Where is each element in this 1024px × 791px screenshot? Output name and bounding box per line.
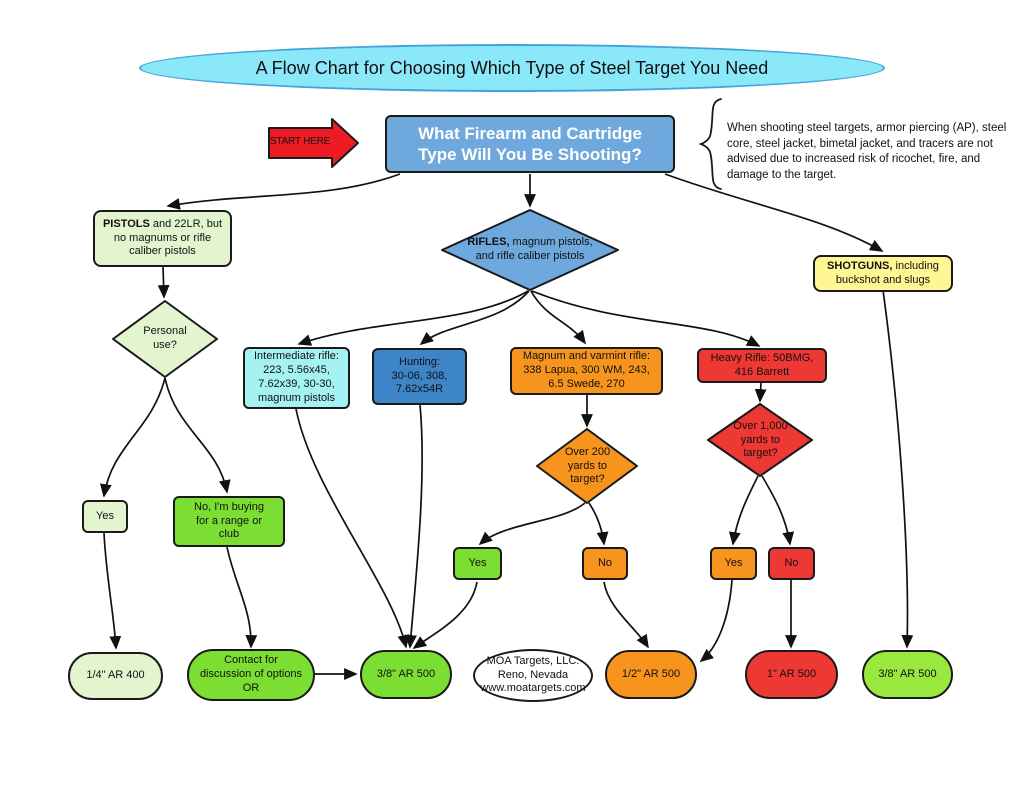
edge-shotguns-to-ar500right <box>883 290 907 647</box>
chart-title-text: A Flow Chart for Choosing Which Type of Steel Target You Need <box>255 57 769 78</box>
pistols-box <box>93 210 232 267</box>
edge-yes200-to-ar500mid <box>414 582 477 648</box>
no-200-box: No <box>582 547 628 580</box>
edge-rifles-to-heavy <box>532 291 759 346</box>
over-1000-yards-text: Over 1,000 yards to target? <box>733 419 788 460</box>
edge-main-to-pistols <box>168 174 400 206</box>
edge-hunting-to-ar500mid <box>410 405 422 647</box>
safety-note: When shooting steel targets, armor piercing (AP), steel core, steel jacket, bimetal jacket, and tracers are not advised due to increased risk of ricochet, fire, and damage to the target. <box>727 122 1007 181</box>
pistols-text: PISTOLS and 22LR, but no magnums or rifle caliber pistols <box>102 217 223 258</box>
start-here-label: START HERE <box>269 136 331 147</box>
hunting-rifle-box: Hunting: 30-06, 308, 7.62x54R <box>372 348 467 405</box>
yes-personal-box: Yes <box>82 500 128 533</box>
note-brace <box>701 99 721 189</box>
edge-heavy-to-over1000 <box>760 383 761 401</box>
heavy-rifle-box: Heavy Rifle: 50BMG, 416 Barrett <box>697 348 827 383</box>
no-range-club-box: No, I'm buying for a range or club <box>173 496 285 547</box>
no-1000-box: No <box>768 547 815 580</box>
moa-targets-badge: MOA Targets, LLC. Reno, Nevada www.moatargets.com <box>473 649 593 702</box>
main-question-box <box>385 115 675 173</box>
edge-personal-to-yes <box>104 378 165 496</box>
personal-use-diamond-text: Personal use? <box>143 325 187 351</box>
edge-no-to-contact <box>227 547 251 647</box>
edge-no200-to-ar500half <box>604 582 648 647</box>
edge-over200-to-yes <box>480 503 585 544</box>
edge-pistols-to-personal <box>163 267 164 297</box>
terminal-quarter-ar400: 1/4" AR 400 <box>68 652 163 700</box>
edge-over1000-to-no <box>762 476 790 544</box>
shotguns-text: SHOTGUNS, including buckshot and slugs <box>827 259 939 286</box>
terminal-contact: Contact for discussion of options OR <box>187 649 315 701</box>
edge-yes1000-to-ar500half <box>701 580 732 661</box>
yes-1000-box: Yes <box>710 547 757 580</box>
edge-yes-to-ar400 <box>104 533 116 648</box>
over-200-yards-text: Over 200 yards to target? <box>564 445 611 486</box>
terminal-threeeighths-ar500-right: 3/8" AR 500 <box>862 650 953 699</box>
terminal-threeeighths-ar500-mid: 3/8" AR 500 <box>360 650 452 699</box>
intermediate-rifle-box: Intermediate rifle: 223, 5.56x45, 7.62x39, 30-30, magnum pistols <box>243 347 350 409</box>
chart-title <box>139 44 885 92</box>
edge-personal-to-no <box>165 378 227 492</box>
rifles-diamond-text: RIFLES, magnum pistols, and rifle caliber pistols <box>467 236 593 262</box>
terminal-half-ar500: 1/2" AR 500 <box>605 650 697 699</box>
edge-intermediate-to-ar500mid <box>296 409 406 647</box>
terminal-one-ar500: 1" AR 500 <box>745 650 838 699</box>
edge-over200-to-no <box>589 503 604 544</box>
edge-rifles-to-intermediate <box>299 291 528 344</box>
edge-over1000-to-yes <box>733 476 758 544</box>
shotguns-box <box>813 255 953 292</box>
edge-rifles-to-magnum <box>531 291 585 343</box>
edge-main-to-shotguns <box>665 174 882 251</box>
main-question-text: What Firearm and Cartridge Type Will You Be Shooting? <box>418 123 642 164</box>
yes-200-box: Yes <box>453 547 502 580</box>
magnum-varmint-rifle-box: Magnum and varmint rifle: 338 Lapua, 300 WM, 243, 6.5 Swede, 270 <box>510 347 663 395</box>
